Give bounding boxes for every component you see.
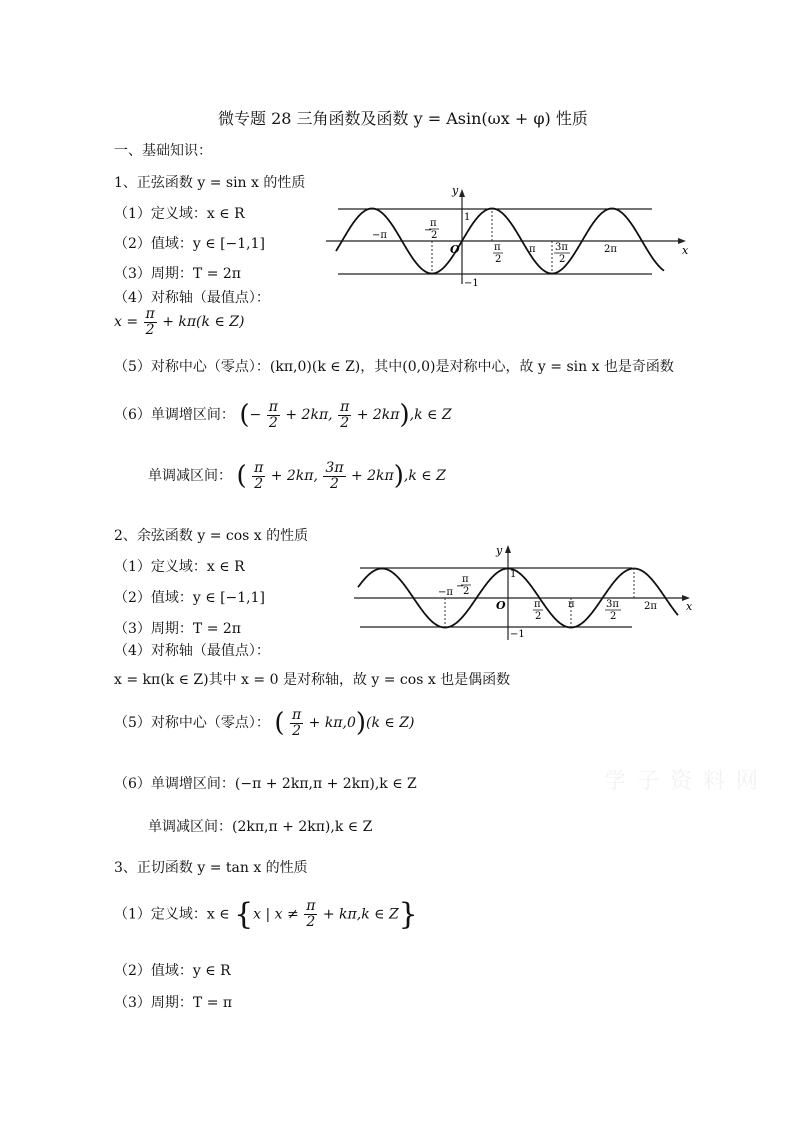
tick-neg-pi: −π <box>372 230 387 241</box>
cos-heading: 2、余弦函数 y = cos x 的性质 <box>114 528 309 544</box>
cos-increasing: （6）单调增区间：(−π + 2kπ,π + 2kπ),k ∈ Z <box>114 776 417 792</box>
cos-graph <box>350 540 700 644</box>
sin-domain: （1）定义域：x ∈ R <box>114 206 245 222</box>
sin-dec-label: 单调减区间： <box>148 468 232 485</box>
sin-increasing: （6）单调增区间： (− $\frac{\pi}{2}$ + 2kπ, $\frac{\pi}{2}$ + 2kπ),k ∈ Z <box>114 399 452 431</box>
x-label: x <box>682 244 689 257</box>
watermark: 学 子 资 料 网 <box>604 769 760 794</box>
cos-decreasing: 单调减区间：(2kπ,π + 2kπ),k ∈ Z <box>148 819 373 835</box>
cos-axis-expr: x = kπ(k ∈ Z)其中 x = 0 是对称轴，故 y = cos x 也是偶函数 <box>114 672 511 688</box>
page-title: 微专题 28 三角函数及函数 y = Asin(ωx + φ) 性质 <box>218 109 588 128</box>
y-axis-arrow-icon <box>459 189 465 197</box>
fraction: $\frac{3\pi}{2}$ <box>325 460 344 492</box>
tan-heading: 3、正切函数 y = tan x 的性质 <box>114 860 308 876</box>
cos-center: （5）对称中心（零点）： ( $\frac{\pi}{2}$ + kπ,0)(k ∈ Z) <box>114 707 415 739</box>
tan-domain-label: （1）定义域：x ∈ <box>114 906 230 923</box>
tick-half-pi-num: π <box>534 599 541 610</box>
fraction: $\frac{\pi}{2}$ <box>254 460 264 492</box>
cos-domain: （1）定义域：x ∈ R <box>114 559 245 575</box>
fraction: $\frac{\pi}{2}$ <box>145 306 155 338</box>
fraction: $\frac{\pi}{2}$ <box>306 898 316 930</box>
sin-center: （5）对称中心（零点）：(kπ,0)(k ∈ Z)，其中(0,0)是对称中心，故 y = sin x 也是奇函数 <box>114 359 674 375</box>
tick-half-pi-den: 2 <box>535 611 542 622</box>
origin-label: O <box>450 243 460 256</box>
cos-period: （3）周期：T = 2π <box>114 621 241 637</box>
sin-period: （3）周期：T = 2π <box>114 266 241 282</box>
fraction: $\frac{\pi}{2}$ <box>291 707 302 739</box>
sin-inc-label: （6）单调增区间： <box>114 407 235 424</box>
tick-pi: π <box>529 244 536 255</box>
tan-range: （2）值域：y ∈ R <box>114 963 231 979</box>
sin-axis-pre: x = <box>114 314 139 331</box>
tick-neg-half-pi-num: π <box>430 218 437 229</box>
tick-neg-pi: −π <box>438 587 453 598</box>
cos-range: （2）值域：y ∈ [−1,1] <box>114 590 265 606</box>
tick-neg-half-pi-den: 2 <box>463 586 470 597</box>
y-label: y <box>496 544 503 557</box>
tan-domain: （1）定义域：x ∈ {x | x ≠ $\frac{\pi}{2}$ + kπ,k ∈ Z} <box>114 897 418 932</box>
tick-neg-half-pi-num: π <box>462 574 469 585</box>
sin-axis-expr <box>114 307 244 337</box>
tick-three-half-pi-num: 3π <box>606 599 619 610</box>
tick-three-half-pi-num: 3π <box>555 242 568 253</box>
tick-two-pi: 2π <box>644 601 657 612</box>
tick-half-pi-den: 2 <box>495 254 502 265</box>
origin-label: O <box>496 599 506 612</box>
fraction: $\frac{\pi}{2}$ <box>268 399 278 431</box>
tick-neg-half-pi-den: 2 <box>431 230 438 241</box>
tick-two-pi: 2π <box>604 244 617 255</box>
sin-range: （2）值域：y ∈ [−1,1] <box>114 236 265 252</box>
sin-heading: 1、正弦函数 y = sin x 的性质 <box>114 175 306 191</box>
sin-axis-label: （4）对称轴（最值点）： <box>114 290 270 306</box>
x-label: x <box>686 600 693 613</box>
tick-half-pi-num: π <box>494 242 501 253</box>
tick-one: 1 <box>464 212 471 223</box>
tick-neg-half-pi-sign: − <box>424 225 433 236</box>
sin-decreasing: 单调减区间： ( $\frac{\pi}{2}$ + 2kπ, $\frac{3\pi}{2}$ + 2kπ),k ∈ Z <box>148 460 446 492</box>
tick-three-half-pi-den: 2 <box>559 254 566 265</box>
section-heading: 一、基础知识： <box>114 143 212 159</box>
tick-neg-one: −1 <box>510 629 525 640</box>
tick-neg-half-pi-sign: − <box>456 581 465 592</box>
sin-graph <box>322 180 694 290</box>
y-label: y <box>452 184 459 197</box>
cos-axis-label: （4）对称轴（最值点）： <box>114 643 270 659</box>
cos-center-label: （5）对称中心（零点）： <box>114 715 270 732</box>
tick-one: 1 <box>510 569 517 580</box>
tick-three-half-pi-den: 2 <box>610 611 617 622</box>
y-axis-arrow-icon <box>505 545 511 553</box>
tick-neg-one: −1 <box>464 278 479 289</box>
sin-axis-post: + kπ(k ∈ Z) <box>162 314 245 331</box>
tan-period: （3）周期：T = π <box>114 995 233 1011</box>
tick-pi: π <box>568 599 575 610</box>
fraction: $\frac{\pi}{2}$ <box>340 399 350 431</box>
